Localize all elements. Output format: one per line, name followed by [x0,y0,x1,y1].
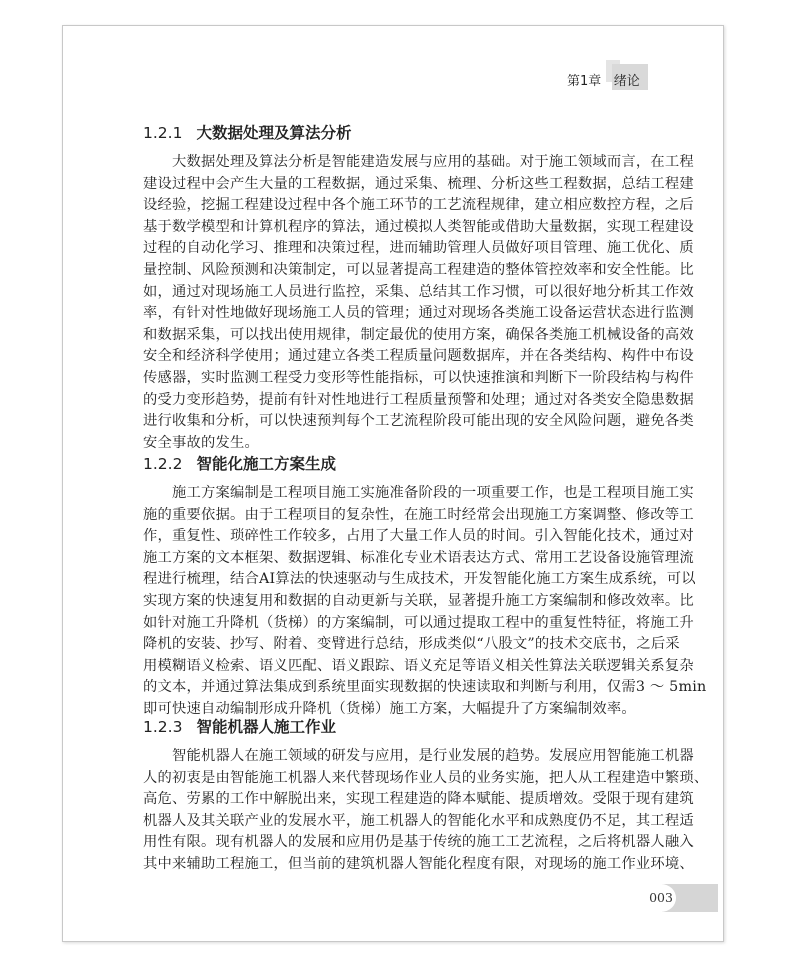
paragraph-line: 降机的安装、抄写、附着、变臂进行总结，形成类似“八股文”的技术交底书，之后采 [143,636,680,653]
paragraph-line: 实现方案的快速复用和数据的自动更新与关联，显著提升施工方案编制和修改效率。比 [143,592,694,609]
section-heading [143,716,663,738]
paragraph-line: 用性有限。现有机器人的发展和应用仍是基于传统的施工工艺流程，之后将机器人融入 [143,834,694,851]
section-number: 1.2.2 [143,455,183,473]
section-heading [143,122,663,144]
paragraph-line: 基于数学模型和计算机程序的算法，通过模拟人类智能或借助大量数据，实现工程建设 [143,218,694,235]
paragraph-line: 安全和经济科学使用；通过建立各类工程质量问题数据库，并在各类结构、构件中布设 [143,348,694,365]
paragraph-line: 进行收集和分析，可以快速预判每个工艺流程阶段可能出现的安全风险问题，避免各类 [143,413,694,430]
paragraph-line: 智能机器人在施工领域的研发与应用，是行业发展的趋势。发展应用智能施工机器 [172,748,694,764]
paragraph-line: 建设过程中会产生大量的工程数据，通过采集、梳理、分析这些工程数据，总结工程建 [143,175,694,192]
paragraph-line: 高危、劳累的工作中解脱出来，实现工程建造的降本赋能、提质增效。受限于现有建筑 [143,791,694,808]
paragraph-line: 大数据处理及算法分析是智能建造发展与应用的基础。对于施工领域而言，在工程 [172,154,694,170]
paragraph-line: 率，有针对性地做好现场施工人员的管理；通过对现场各类施工设备运营状态进行监测 [143,305,694,322]
paragraph-line: 和数据采集，可以找出使用规律，制定最优的使用方案，确保各类施工机械设备的高效 [143,326,694,343]
section-number: 1.2.1 [143,124,183,142]
section-1-2-2 [143,453,707,721]
paragraph-line: 传感器，实时监测工程受力变形等性能指标，可以快速推演和判断下一阶段结构与构件 [143,369,694,386]
paragraph-line: 人的初衷是由智能施工机器人来代替现场作业人员的业务实施，把人从工程建造中繁琐、 [143,769,709,786]
paragraph-line: 如，通过对现场施工人员进行监控，采集、总结其工作习惯，可以很好地分析其工作效 [143,283,694,300]
paragraph-line: 施工方案编制是工程项目施工实施准备阶段的一项重要工作，也是工程项目施工实 [172,485,694,501]
paragraph-line: 如针对施工升降机（货梯）的方案编制，可以通过提取工程中的重复性特征，将施工升 [143,614,694,631]
paragraph-line: 其中来辅助工程施工，但当前的建筑机器人智能化程度有限，对现场的施工作业环境、 [143,855,694,872]
chapter-title: 绪论 [613,74,640,89]
chapter-number: 第1章 [567,74,602,89]
section-title: 智能机器人施工作业 [196,718,336,736]
section-heading [143,453,663,475]
paragraph-line: 过程的自动化学习、推理和决策过程，进而辅助管理人员做好项目管理、施工优化、质 [143,240,694,257]
paragraph-line: 机器人及其关联产业的发展水平，施工机器人的智能化水平和成熟度仍不足，其工程适 [143,812,694,829]
page-number: 003 [646,884,676,912]
paragraph-line: 量控制、风险预测和决策制定，可以显著提高工程建造的整体管控效率和安全性能。比 [143,261,694,278]
section-1-2-3 [143,716,709,876]
paragraph-line: 用模糊语义检索、语义匹配、语义跟踪、语义充足等语义相关性算法关联逻辑关系复杂 [143,657,694,674]
section-1-2-1 [143,122,694,454]
paragraph-line: 设经验，挖掘工程建设过程中各个施工环节的工艺流程规律，建立相应数控方程，之后 [143,197,694,214]
section-title: 智能化施工方案生成 [196,455,336,473]
paragraph-line: 即可快速自动编制形成升降机（货梯）施工方案，大幅提升了方案编制效率。 [143,700,636,717]
paragraph-line: 施的重要依据。由于工程项目的复杂性，在施工时经常会出现施工方案调整、修改等工 [143,506,694,523]
paragraph-line: 施工方案的文本框架、数据逻辑、标准化专业术语表达方式、常用工艺设备设施管理流 [143,549,694,566]
section-number: 1.2.3 [143,718,183,736]
paragraph-line: 的受力变形趋势，提前有针对性地进行工程质量预警和处理；通过对各类安全隐患数据 [143,391,694,408]
paragraph-line: 的文本，并通过算法集成到系统里面实现数据的快速读取和判断与利用，仅需3 ～ 5min [143,679,707,696]
paragraph-line: 程进行梳理，结合AI算法的快速驱动与生成技术，开发智能化施工方案生成系统，可以 [143,571,696,588]
section-title: 大数据处理及算法分析 [196,124,352,142]
running-header [567,70,640,89]
paragraph-line: 作，重复性、琐碎性工作较多，占用了大量工作人员的时间。引入智能化技术，通过对 [143,528,694,545]
paragraph-line: 安全事故的发生。 [143,434,259,451]
